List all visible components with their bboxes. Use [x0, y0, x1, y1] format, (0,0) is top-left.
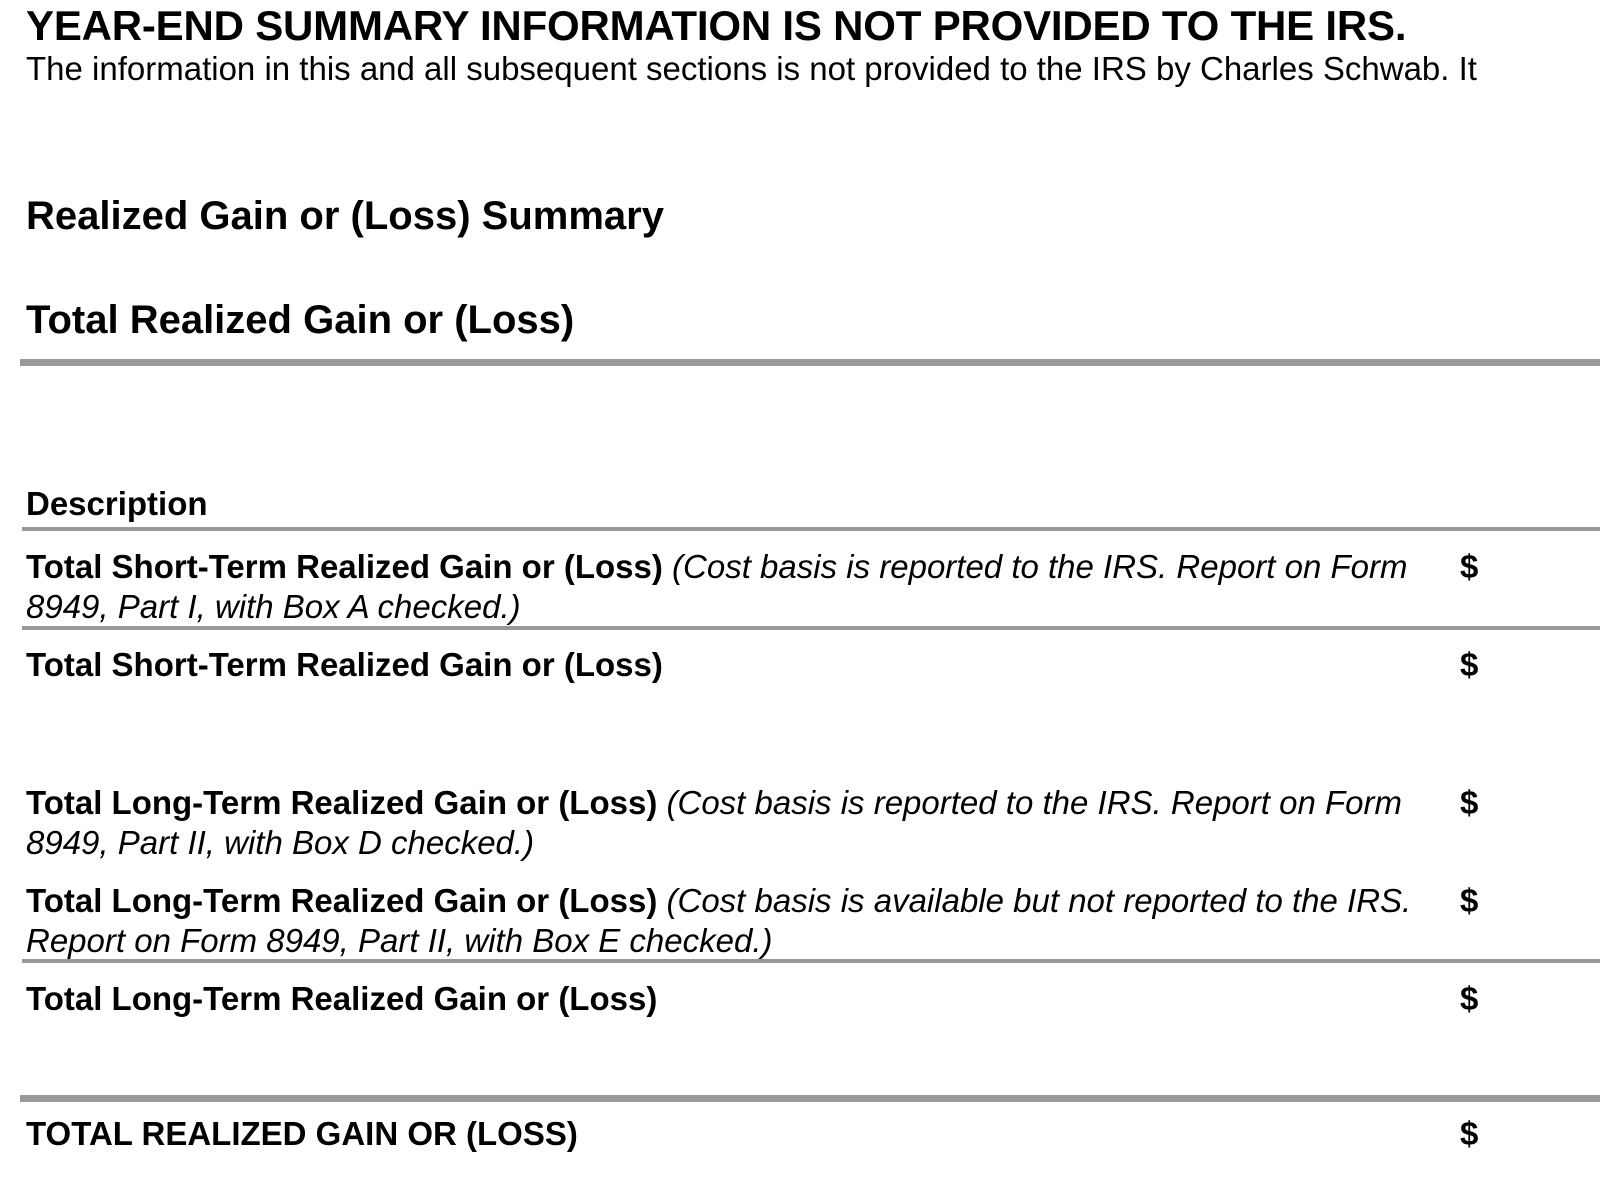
section-divider [20, 359, 1600, 366]
grand-total-divider [20, 1095, 1600, 1102]
row-label: Total Long-Term Realized Gain or (Loss) [26, 784, 658, 821]
row-label: Total Short-Term Realized Gain or (Loss) [26, 548, 663, 585]
row-short-term-total [26, 645, 1436, 685]
row-divider [22, 959, 1600, 963]
section-title: Realized Gain or (Loss) Summary [26, 194, 664, 238]
banner-text: The information in this and all subsequent sections is not provided to the IRS by Charles Schwab. It [26, 50, 1477, 87]
currency-symbol: $ [1460, 784, 1479, 821]
row-divider [22, 626, 1600, 630]
currency-symbol: $ [1460, 980, 1479, 1017]
row-label: Total Long-Term Realized Gain or (Loss) [26, 882, 658, 919]
column-header-description: Description [26, 485, 208, 522]
row-label: Total Long-Term Realized Gain or (Loss) [26, 980, 658, 1017]
currency-symbol: $ [1460, 882, 1479, 919]
subsection-title: Total Realized Gain or (Loss) [26, 298, 575, 342]
row-short-term-box-a [26, 547, 1436, 627]
header-divider [22, 527, 1600, 531]
grand-total-label: TOTAL REALIZED GAIN OR (LOSS) [26, 1115, 578, 1152]
row-long-term-total [26, 979, 1436, 1019]
row-note: (Cost basis is reported to the IRS. Report on Form 8949, Part II, with Box D checked.) [26, 784, 1402, 861]
currency-symbol: $ [1460, 646, 1479, 683]
banner-title: YEAR-END SUMMARY INFORMATION IS NOT PROVIDED TO THE IRS. [26, 2, 1407, 49]
row-note: (Cost basis is available but not reported to the IRS. Report on Form 8949, Part II, with Box E checked.) [26, 882, 1412, 959]
row-note: (Cost basis is reported to the IRS. Report on Form 8949, Part I, with Box A checked.) [26, 548, 1408, 625]
row-long-term-box-d [26, 783, 1436, 863]
currency-symbol: $ [1460, 548, 1479, 585]
grand-total-currency: $ [1460, 1115, 1479, 1152]
row-long-term-box-e [26, 881, 1436, 961]
row-label: Total Short-Term Realized Gain or (Loss) [26, 646, 663, 683]
